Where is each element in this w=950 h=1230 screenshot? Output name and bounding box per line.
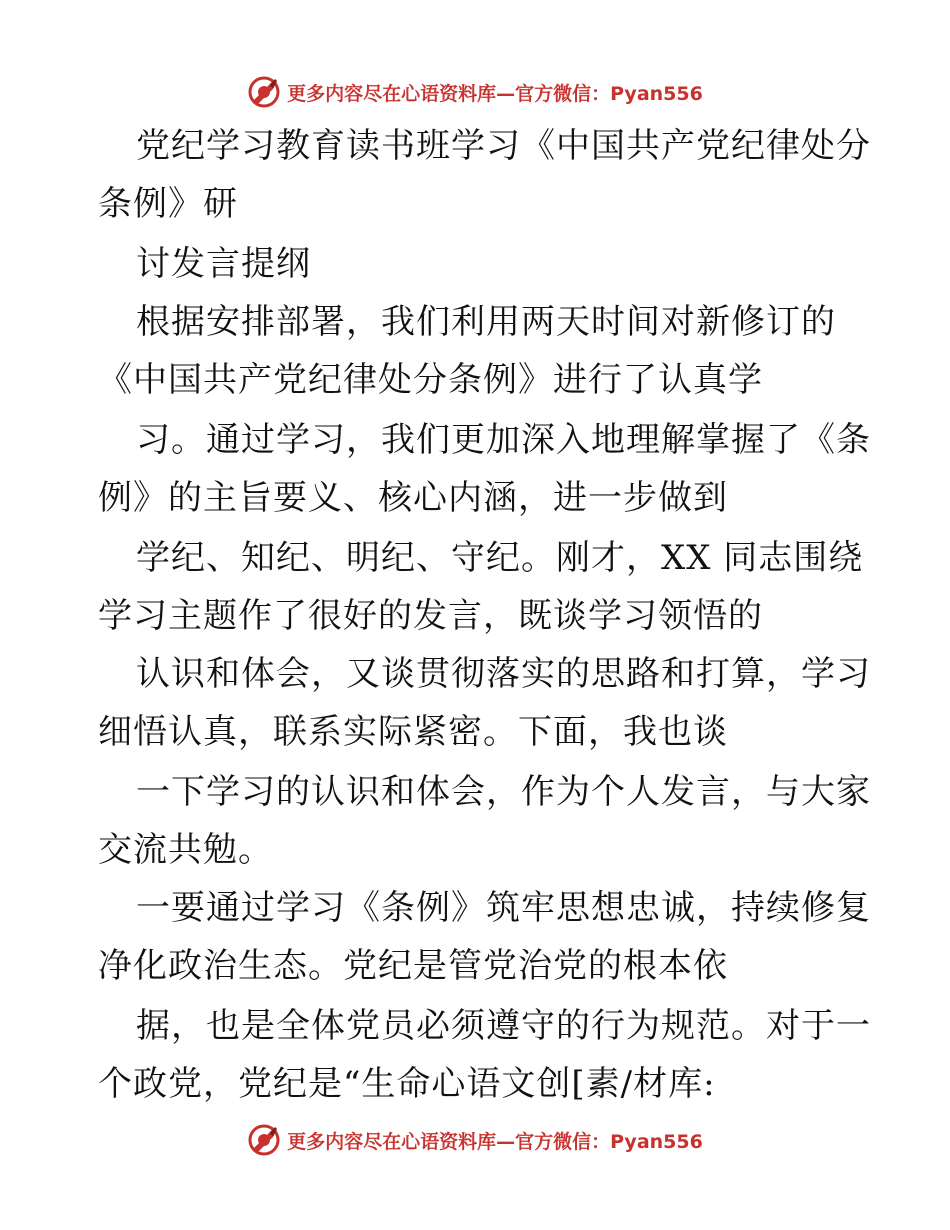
text-line: 个政党，党纪是“生命心语文创[素/材库: <box>98 1064 716 1104</box>
text-line: 净化政治生态。党纪是管党治党的根本依 <box>98 946 728 986</box>
text-line: 例》的主旨要义、核心内涵，进一步做到 <box>98 478 728 518</box>
footer-banner-inner <box>247 1123 703 1157</box>
text-line: 一要通过学习《条例》筑牢思想忠诚，持续修复 <box>136 888 871 928</box>
text-line: 条例》研 <box>98 184 238 224</box>
text-line: 《中国共产党纪律处分条例》进行了认真学 <box>98 360 763 400</box>
header-banner-inner <box>247 75 703 109</box>
text-line: 党纪学习教育读书班学习《中国共产党纪律处分 <box>136 126 871 166</box>
text-line: 讨发言提纲 <box>136 244 311 284</box>
text-line: 交流共勉。 <box>98 830 273 870</box>
text-line: 根据安排部署，我们利用两天时间对新修订的 <box>136 302 836 342</box>
footer-banner-text: 更多内容尽在心语资料库—官方微信：Pyan556 <box>287 1130 703 1153</box>
text-line: 学习主题作了很好的发言，既谈学习领悟的 <box>98 596 763 636</box>
text-line: 一下学习的认识和体会，作为个人发言，与大家 <box>136 772 871 812</box>
header-banner-text: 更多内容尽在心语资料库—官方微信：Pyan556 <box>287 82 703 105</box>
text-line: 细悟认真，联系实际紧密。下面，我也谈 <box>98 712 728 752</box>
brand-logo-icon <box>247 75 281 109</box>
text-line: 学纪、知纪、明纪、守纪。刚才，XX 同志围绕 <box>136 538 864 578</box>
text-line: 习。通过学习，我们更加深入地理解掌握了《条 <box>136 420 871 460</box>
footer-banner <box>0 1118 950 1162</box>
text-line: 认识和体会，又谈贯彻落实的思路和打算，学习 <box>136 654 871 694</box>
brand-logo-icon <box>247 1123 281 1157</box>
text-line: 据，也是全体党员必须遵守的行为规范。对于一 <box>136 1006 871 1046</box>
header-banner <box>0 70 950 114</box>
